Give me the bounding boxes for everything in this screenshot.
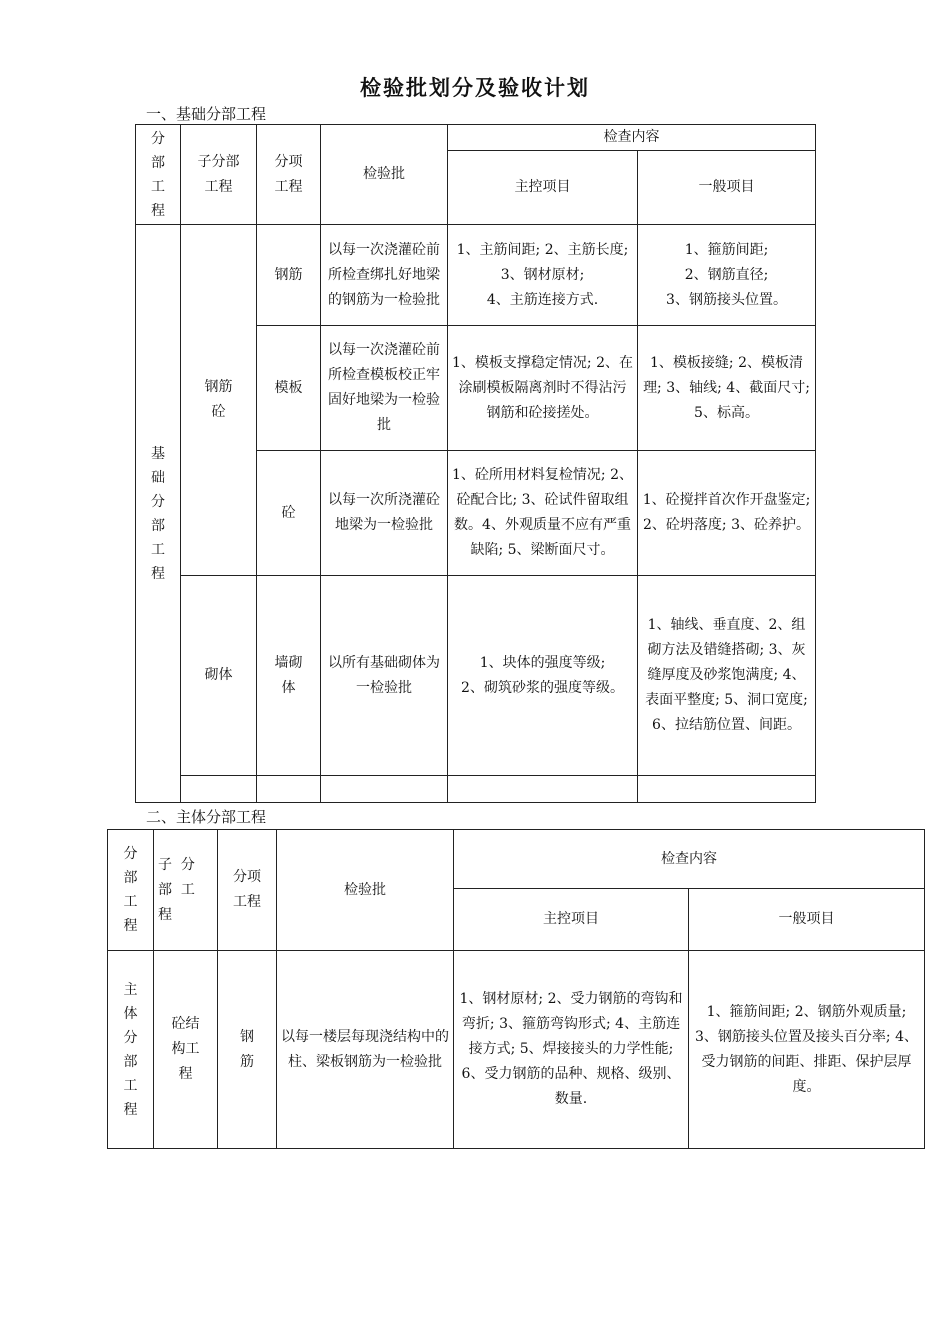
header-inspection: 检查内容 <box>454 830 925 889</box>
header-batch: 检验批 <box>277 830 454 951</box>
batch-cell: 以每一楼层每现浇结构中的柱、梁板钢筋为一检验批 <box>277 951 454 1149</box>
division-cell: 基 础 分 部 工 程 <box>136 225 181 803</box>
foundation-inspection-table <box>135 124 816 803</box>
general-items-cell: 1、箍筋间距; 2、钢筋外观质量; 3、钢筋接头位置及接头百分率; 4、受力钢筋的间距、排距、保护层厚度。 <box>689 951 925 1149</box>
section-heading-main-structure: 二、主体分部工程 <box>146 808 267 826</box>
header-main-items: 主控项目 <box>448 151 638 225</box>
header-general-items: 一般项目 <box>689 889 925 951</box>
item-cell: 砼 <box>257 451 321 576</box>
item-cell: 钢 筋 <box>218 951 277 1149</box>
item-cell: 墙砌 体 <box>257 576 321 776</box>
header-batch: 检验批 <box>321 125 448 225</box>
header-inspection: 检查内容 <box>448 125 816 151</box>
subdivision-cell: 砼结 构工 程 <box>154 951 218 1149</box>
main-structure-inspection-table <box>107 829 925 1149</box>
header-division: 分 部 工 程 <box>108 830 154 951</box>
main-items-cell: 1、主筋间距; 2、主筋长度; 3、钢材原材; 4、主筋连接方式. <box>448 225 638 326</box>
general-items-cell: 1、模板接缝; 2、模板清理; 3、轴线; 4、截面尺寸; 5、标高。 <box>638 326 816 451</box>
page-title: 检验批划分及验收计划 <box>360 75 590 100</box>
header-main-items: 主控项目 <box>454 889 689 951</box>
empty-cell <box>321 776 448 803</box>
subdivision-cell: 钢筋 砼 <box>181 225 257 576</box>
empty-cell <box>448 776 638 803</box>
batch-cell: 以每一次所浇灌砼地梁为一检验批 <box>321 451 448 576</box>
header-item: 分项 工程 <box>218 830 277 951</box>
subdivision-cell: 砌体 <box>181 576 257 776</box>
batch-cell: 以每一次浇灌砼前所检查模板校正牢固好地梁为一检验批 <box>321 326 448 451</box>
general-items-cell: 1、轴线、垂直度、2、组砌方法及错缝搭砌; 3、灰缝厚度及砂浆饱满度; 4、表面平整度; 5、洞口宽度; 6、拉结筋位置、间距。 <box>638 576 816 776</box>
item-cell: 钢筋 <box>257 225 321 326</box>
header-subdivision: 子 分 部 工 程 <box>154 830 218 951</box>
batch-cell: 以所有基础砌体为一检验批 <box>321 576 448 776</box>
batch-cell: 以每一次浇灌砼前所检查绑扎好地梁的钢筋为一检验批 <box>321 225 448 326</box>
header-division: 分 部 工 程 <box>136 125 181 225</box>
empty-cell <box>638 776 816 803</box>
section-heading-foundation: 一、基础分部工程 <box>146 105 267 123</box>
empty-cell <box>181 776 257 803</box>
general-items-cell: 1、砼搅拌首次作开盘鉴定; 2、砼坍落度; 3、砼养护。 <box>638 451 816 576</box>
header-general-items: 一般项目 <box>638 151 816 225</box>
main-items-cell: 1、钢材原材; 2、受力钢筋的弯钩和弯折; 3、箍筋弯钩形式; 4、主筋连接方式; 5、焊接接头的力学性能; 6、受力钢筋的品种、规格、级别、数量. <box>454 951 689 1149</box>
item-cell: 模板 <box>257 326 321 451</box>
general-items-cell: 1、箍筋间距; 2、钢筋直径; 3、钢筋接头位置。 <box>638 225 816 326</box>
division-cell: 主 体 分 部 工 程 <box>108 951 154 1149</box>
main-items-cell: 1、块体的强度等级; 2、砌筑砂浆的强度等级。 <box>448 576 638 776</box>
header-item: 分项 工程 <box>257 125 321 225</box>
main-items-cell: 1、模板支撑稳定情况; 2、在涂刷模板隔离剂时不得沾污钢筋和砼接搓处。 <box>448 326 638 451</box>
empty-cell <box>257 776 321 803</box>
header-subdivision: 子分部 工程 <box>181 125 257 225</box>
main-items-cell: 1、砼所用材料复检情况; 2、砼配合比; 3、砼试件留取组数。4、外观质量不应有严重缺陷; 5、梁断面尺寸。 <box>448 451 638 576</box>
